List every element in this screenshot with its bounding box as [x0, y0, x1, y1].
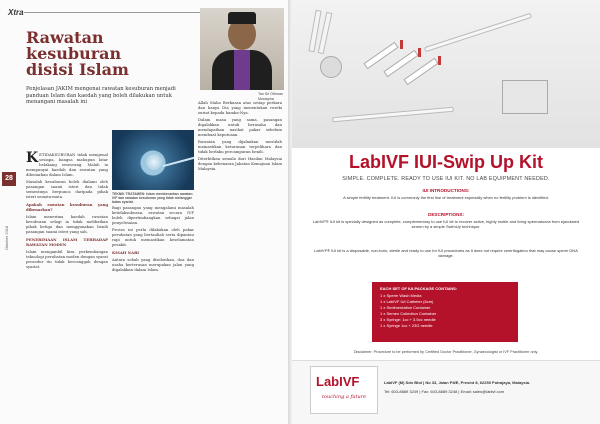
iui-heading: IUI INTRODUCTIONS:	[422, 188, 470, 193]
company-address: LabIVF (M) Sdn Bhd | No 33, Jalan P8/E, Presint 8, 62250 Putrajaya, Malaysia.	[384, 380, 531, 385]
body-paragraph: Islam mengambil kira perkembangan teknologi perubatan moden dengan syarat prosedur itu tidak bercanggah dengan syariat.	[26, 249, 108, 269]
desc-text-1: LabIVF® IUI kit is specially designed as complete, complementary to use IUI kit to recover active, highly motile and living spermatozoa from ejaculated semen by a simple SwimUp technique.	[312, 219, 580, 229]
body-paragraph: Diterbitkan semula dari Hasilan Malaysia dengan kebenaran Jabatan Kemajuan Islam Malaysia.	[198, 156, 282, 171]
kit-plunger	[418, 48, 421, 57]
contents-item: 1 x Semen Collection Container	[380, 311, 437, 316]
body-paragraph: Rawatan yang dijalankan mestilah memastikan keturunan terpelihara dan tidak berlaku percampuran benih.	[198, 139, 282, 154]
photo-shirt	[234, 50, 250, 90]
iui-text: A simple fertility treatment. IUI is commonly the first line of treatment especially when no fertility problem is identified.	[343, 195, 549, 200]
body-paragraph: Proses ini perlu dilakukan oleh pakar perubatan yang bertauliah serta dipantau rapi untuk memastikan keselamatan pesakit.	[112, 227, 194, 247]
headline-line-2: kesuburan	[26, 44, 122, 63]
micro-needle	[162, 155, 194, 167]
article-column-3	[198, 100, 282, 173]
kit-catheter	[332, 107, 454, 123]
subheading: KISAH NABI	[112, 250, 140, 255]
side-date: Oktober 2018	[4, 225, 9, 250]
contents-item: 1 x Sperm Wash Media	[380, 293, 422, 298]
contents-heading: EACH SET OF IUI-PACKAGE CONTAINS:	[380, 286, 458, 291]
company-contact: Tel: 603-8889 3249 | Fax: 603-8889 3248 | Email: sales@labivf.com	[384, 389, 505, 394]
contents-item: 3 x Syringe: 1cc + 3.5cc needle	[380, 317, 436, 322]
article-headline	[26, 30, 196, 78]
section-label: Xtra	[8, 8, 24, 17]
desc-heading: DESCRIPTIONS:	[428, 212, 464, 217]
photo-songkok	[228, 12, 256, 24]
kit-container	[502, 80, 548, 114]
embryo-caption: TEKNIK TRATAMEN: Islam membenarkan rawatan IVF dan rawatan kesuburan yang tidak melanggar batas syariat.	[112, 192, 193, 205]
ad-title: LabIVF IUI-Swip Up Kit	[349, 152, 543, 172]
labivf-logo: LabIVF	[316, 374, 360, 389]
kit-plunger	[438, 56, 441, 65]
body-paragraph: Allah Maha Berkuasa atas setiap perkara dan hanya Dia yang menentukan rezeki zuriat kepada hamba-Nya.	[198, 100, 282, 115]
intro-paragraph: KETIDAKSUBURAN tidak mengenal sesiapa, bangsa mahupun latar belakang seseorang. Malah ia mempunyai kaedah dan rawatan yang dibenarkan dalam Islam.	[26, 150, 108, 177]
article-column-2	[112, 205, 194, 274]
kit-catheter	[424, 13, 532, 52]
embryo-photo	[112, 130, 194, 190]
headline-line-1: Rawatan	[26, 28, 104, 47]
headline-line-3: disisi Islam	[26, 60, 129, 79]
kit-plunger	[400, 40, 403, 49]
contents-item: 1 x Sedimentation Container	[380, 305, 431, 310]
subheading: Apakah rawatan kesuburan yang dibenarkan?	[26, 202, 108, 212]
embryo-cell	[146, 154, 162, 170]
contents-item: 1 x Syringe 1cc + 23G needle	[380, 323, 433, 328]
logo-tagline: touching a future	[322, 394, 367, 400]
ad-disclaimer: Disclaimer: Procedure to be performed by Certified Doctor Practitioner, Gynaecologist or IVF Practitioner only.	[353, 350, 539, 354]
page-number: 28	[2, 172, 16, 186]
article-column-1	[26, 152, 108, 271]
portrait-caption: Tan Sri Othman Mustapha	[258, 92, 283, 101]
drop-cap: K	[26, 150, 39, 166]
article-dek: Penjelasan JAKIM mengenai rawatan kesuburan menjadi panduan Islam dan kaedah yang boleh dilakukan untuk menangani masalah ini	[26, 86, 176, 105]
ad-subtitle: SIMPLE. COMPLETE. READY TO USE IUI KIT. NO LAB EQUIPMENT NEEDED.	[342, 176, 550, 182]
subheading: PENERIMAAN ISLAM TERHADAP RAWATAN MODEN	[26, 237, 108, 247]
body-paragraph: Antara sebab yang disebutkan, doa dan usaha berterusan merupakan jalan yang digalakkan dalam Islam.	[112, 257, 194, 272]
kit-cup	[320, 56, 342, 78]
desc-text-2: LabIVF® IUI kit is a disposable, non-toxic, sterile and ready to use for IUI procedures as it does not require centrifugation that may cause sperm DNA damage.	[314, 248, 578, 258]
kit-product-photo	[292, 0, 600, 148]
kit-contents-box	[372, 282, 518, 342]
contents-item: 1 x LabIVF IUI Catheter (6cm)	[380, 299, 434, 304]
portrait-photo	[200, 8, 284, 90]
body-paragraph: Dalam masa yang sama, pasangan digalakkan untuk berusaha dan mendapatkan nasihat pakar sebelum membuat keputusan.	[198, 117, 282, 137]
body-paragraph: Bagi pasangan yang mengalami masalah ketidaksuburan, rawatan secara IVF boleh dipertimbangkan sebagai jalan penyelesaian.	[112, 205, 194, 225]
body-paragraph: Masalah kesuburan boleh dialami oleh pasangan suami isteri dan tidak semestinya berpunca daripada pihak isteri semata-mata.	[26, 179, 108, 199]
body-paragraph: Islam menerima kaedah rawatan kesuburan selagi ia tidak melibatkan pihak ketiga dan menggunakan benih pasangan suami isteri yang sah.	[26, 214, 108, 234]
